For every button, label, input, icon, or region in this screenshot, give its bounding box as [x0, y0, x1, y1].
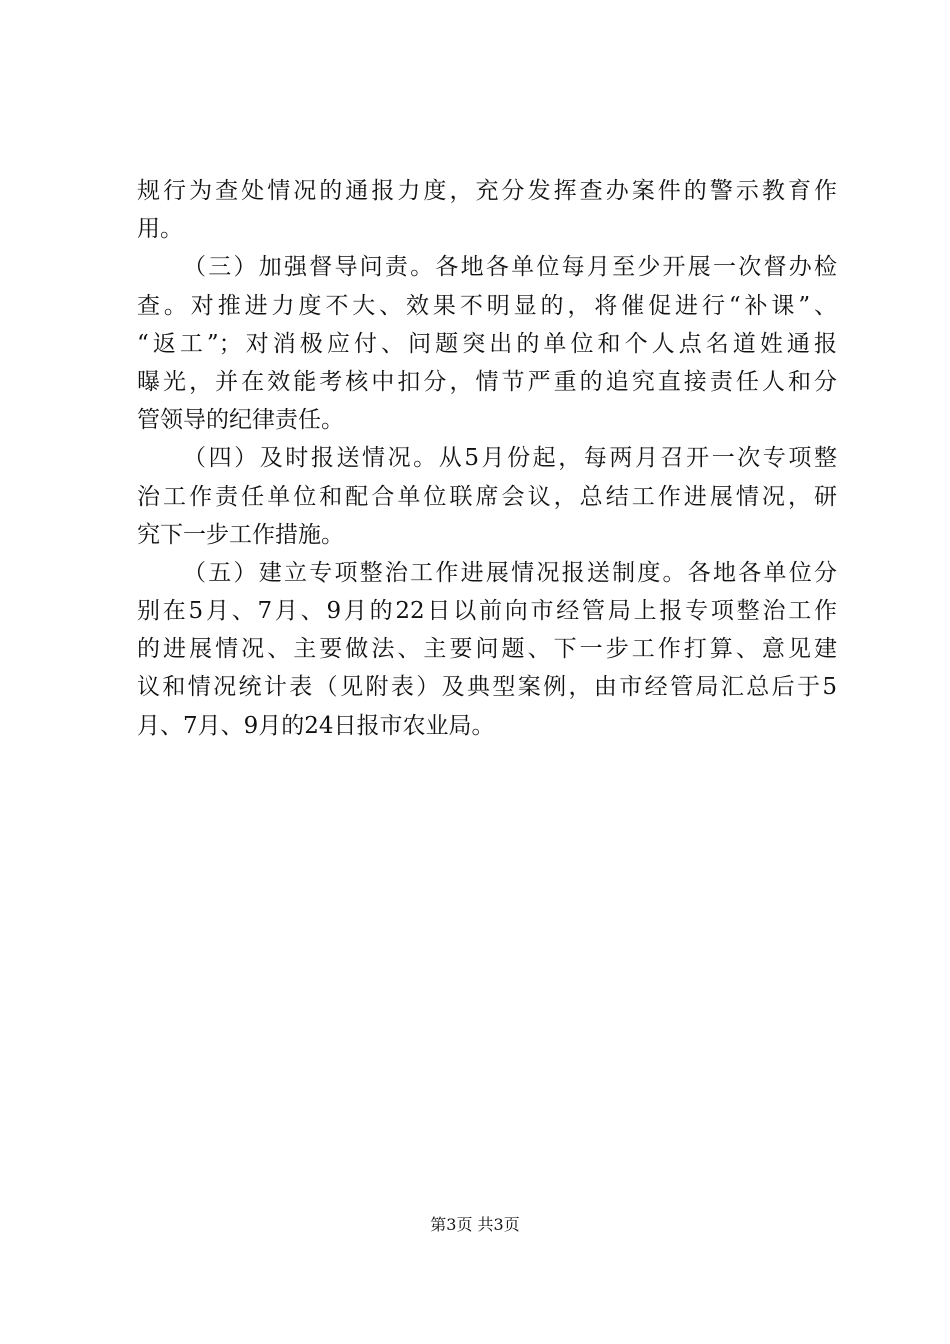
body-line: 究下一步工作措施。: [137, 521, 344, 548]
document-body: [137, 172, 837, 745]
body-line: “返工”；对消极应付、问题突出的单位和个人点名道姓通报: [137, 330, 837, 357]
paragraph-heading-line: （三）加强督导问责。各地各单位每月至少开展一次督办检: [183, 254, 837, 281]
body-line: 议和情况统计表（见附表）及典型案例，由市经管局汇总后于5: [137, 674, 837, 701]
page-number-footer: 第3页 共3页: [430, 1215, 520, 1234]
body-line: 治工作责任单位和配合单位联席会议，总结工作进展情况，研: [137, 483, 837, 510]
body-line: 曝光，并在效能考核中扣分，情节严重的追究直接责任人和分: [137, 368, 837, 395]
body-line: 查。对推进力度不大、效果不明显的，将催促进行“补课”、: [137, 292, 837, 319]
body-line: 规行为查处情况的通报力度，充分发挥查办案件的警示教育作: [137, 178, 837, 204]
paragraph-heading-line: （五）建立专项整治工作进展情况报送制度。各地各单位分: [183, 559, 837, 586]
body-line: 用。: [137, 216, 183, 243]
body-line: 月、7月、9月的24日报市农业局。: [137, 712, 495, 739]
body-line: 的进展情况、主要做法、主要问题、下一步工作打算、意见建: [137, 636, 837, 663]
paragraph-heading-line: （四）及时报送情况。从5月份起，每两月召开一次专项整: [183, 445, 837, 472]
body-line: 别在5月、7月、9月的22日以前向市经管局上报专项整治工作: [137, 598, 837, 625]
body-line: 管领导的纪律责任。: [137, 407, 344, 434]
